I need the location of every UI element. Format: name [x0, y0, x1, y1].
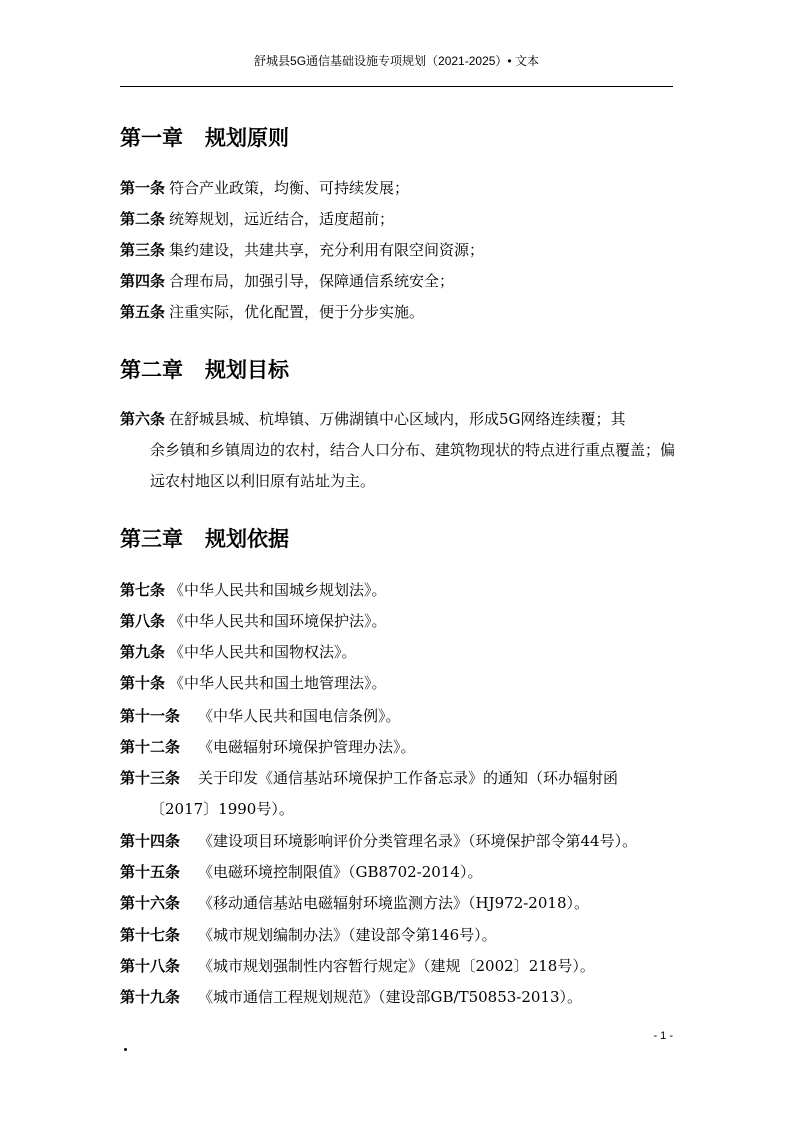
article-text: 《移动通信基站电磁辐射环境监测方法》（HJ972-2018）。: [198, 894, 589, 912]
article-text: 关于印发《通信基站环境保护工作备忘录》的通知（环办辐射函: [198, 769, 619, 787]
chapter-3-heading: [120, 523, 289, 553]
chapter-2-heading: [120, 354, 289, 384]
article-16: [120, 888, 680, 919]
article-5: [120, 297, 680, 328]
article-number: 第十五条: [120, 863, 181, 881]
article-text: 《中华人民共和国环境保护法》。: [169, 612, 387, 630]
header-rule: [120, 86, 673, 87]
article-text: 《电磁环境控制限值》（GB8702-2014）。: [198, 863, 483, 881]
article-number: 第十一条: [120, 707, 181, 725]
chapter-label: 第二章: [120, 358, 183, 382]
article-7: [120, 575, 680, 606]
article-number: 第十八条: [120, 957, 181, 975]
article-text: 《中华人民共和国物权法》。: [169, 643, 357, 661]
article-14: [120, 826, 680, 857]
article-number: 第五条: [120, 303, 166, 321]
article-10: [120, 668, 680, 699]
article-text: 《建设项目环境影响评价分类管理名录》（环境保护部令第44号）。: [198, 832, 638, 850]
article-19: [120, 982, 680, 1013]
article-17: [120, 920, 680, 951]
article-number: 第六条: [120, 410, 166, 428]
chapter-label: 第一章: [120, 126, 183, 150]
chapter-1-heading: [120, 122, 289, 152]
article-number: 第九条: [120, 643, 166, 661]
chapter-title: 规划目标: [205, 358, 289, 382]
article-text: 《中华人民共和国土地管理法》。: [169, 674, 387, 692]
article-text: 注重实际，优化配置，便于分步实施。: [169, 303, 425, 321]
article-15: [120, 857, 680, 888]
article-11: [120, 701, 680, 732]
article-number: 第十九条: [120, 988, 181, 1006]
article-text: 《城市规划编制办法》（建设部令第146号）。: [198, 926, 497, 944]
article-number: 第十三条: [120, 769, 181, 787]
article-text: 集约建设，共建共享，充分利用有限空间资源；: [169, 241, 485, 259]
article-text: 《城市通信工程规划规范》（建设部GB/T50853-2013）。: [198, 988, 583, 1006]
article-text: 在舒城县城、杭埠镇、万佛湖镇中心区域内，形成5G网络连续覆；其: [169, 410, 626, 428]
chapter-title: 规划依据: [205, 527, 289, 551]
article-number: 第十二条: [120, 738, 181, 756]
article-text: 统筹规划，远近结合，适度超前；: [169, 210, 395, 228]
article-number: 第三条: [120, 241, 166, 259]
article-text: 《中华人民共和国城乡规划法》。: [169, 581, 387, 599]
article-number: 第一条: [120, 179, 166, 197]
article-number: 第十四条: [120, 832, 181, 850]
article-8: [120, 606, 680, 637]
article-number: 第十七条: [120, 926, 181, 944]
article-number: 第四条: [120, 272, 166, 290]
article-text: 合理布局，加强引导，保障通信系统安全；: [169, 272, 455, 290]
article-number: 第七条: [120, 581, 166, 599]
article-number: 第二条: [120, 210, 166, 228]
article-13: [120, 763, 675, 825]
article-2: [120, 204, 680, 235]
article-number: 第八条: [120, 612, 166, 630]
article-3: [120, 235, 680, 266]
article-18: [120, 951, 680, 982]
article-4: [120, 266, 680, 297]
article-text-continued: 余乡镇和乡镇周边的农村，结合人口分布、建筑物现状的特点进行重点覆盖；偏远农村地区以利旧原有站址为主。: [150, 441, 676, 490]
article-number: 第十条: [120, 674, 166, 692]
article-text: 《中华人民共和国电信条例》。: [198, 707, 401, 725]
page-header: 舒城县5G通信基础设施专项规划（2021-2025）• 文本: [254, 54, 539, 68]
page-number: - 1 -: [653, 1030, 673, 1042]
article-1: [120, 173, 680, 204]
footer-dot: [124, 1048, 127, 1051]
article-text: 《城市规划强制性内容暂行规定》（建规〔2002〕218号）。: [198, 957, 595, 975]
article-text-continued: 〔2017〕1990号）。: [150, 800, 294, 818]
article-6: [120, 404, 675, 497]
article-number: 第十六条: [120, 894, 181, 912]
article-text: 符合产业政策，均衡、可持续发展；: [169, 179, 410, 197]
article-12: [120, 732, 680, 763]
chapter-label: 第三章: [120, 527, 183, 551]
chapter-title: 规划原则: [205, 126, 289, 150]
article-text: 《电磁辐射环境保护管理办法》。: [198, 738, 416, 756]
article-9: [120, 637, 680, 668]
